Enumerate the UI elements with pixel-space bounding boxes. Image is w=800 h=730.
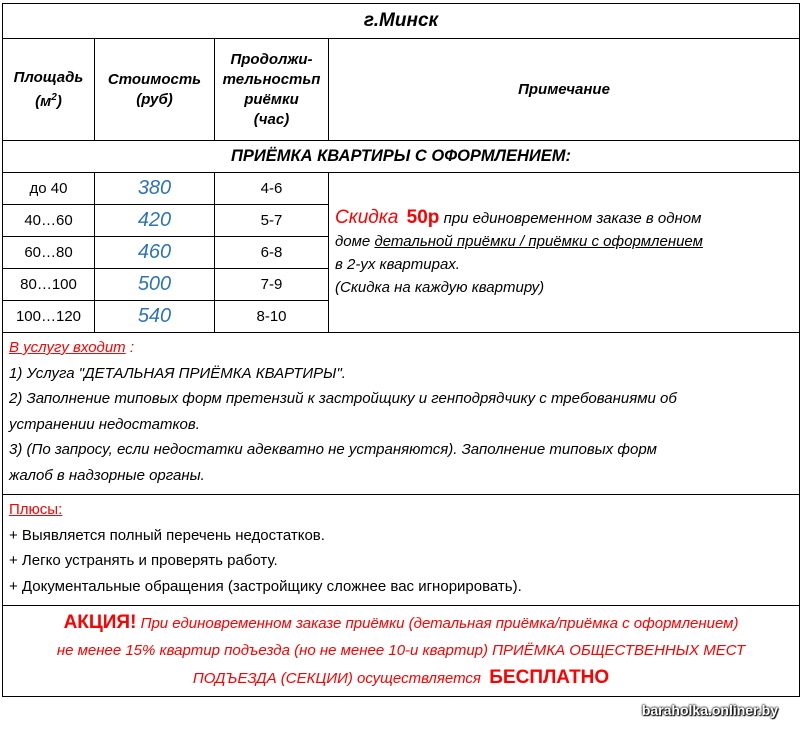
row-duration: 5-7 xyxy=(215,205,329,237)
header-duration-line3: риёмки xyxy=(244,90,299,108)
header-duration xyxy=(215,39,329,141)
row-price: 420 xyxy=(95,205,215,237)
included-heading: В услугу входит xyxy=(9,339,126,356)
row-duration: 6-8 xyxy=(215,237,329,269)
pluses-item-3: + Документальные обращения (застройщику сложнее вас игнорировать). xyxy=(9,577,522,595)
section-title-text: ПРИЁМКА КВАРТИРЫ С ОФОРМЛЕНИЕМ: xyxy=(230,147,572,165)
promo-label: АКЦИЯ! xyxy=(63,612,137,633)
header-area xyxy=(3,39,95,141)
promo-free: БЕСПЛАТНО xyxy=(489,667,610,688)
included-heading-suffix: : xyxy=(125,339,135,356)
header-area-unit-pre: (м xyxy=(35,92,52,110)
header-duration-line4: (час) xyxy=(253,110,290,128)
discount-label: Скидка xyxy=(335,207,399,228)
row-area: 60…80 xyxy=(3,237,95,269)
row-duration: 4-6 xyxy=(215,173,329,205)
promo-section xyxy=(3,606,800,697)
header-note xyxy=(329,39,800,141)
row-area: 40…60 xyxy=(3,205,95,237)
row-price: 380 xyxy=(95,173,215,205)
discount-text1: при единовременном заказе в одном xyxy=(439,210,702,227)
included-item-3b: жалоб в надзорные органы. xyxy=(9,466,205,484)
price-table xyxy=(2,3,800,697)
included-item-2b: устранении недостатков. xyxy=(9,415,200,433)
city-title xyxy=(3,4,800,39)
header-cost-line2: (руб) xyxy=(136,90,173,108)
discount-note xyxy=(329,173,800,333)
pluses-section xyxy=(3,495,800,606)
discount-amount: 50р xyxy=(406,207,440,228)
header-cost xyxy=(95,39,215,141)
included-section xyxy=(3,333,800,495)
included-item-3a: 3) (По запросу, если недостатки адекватно не устраняются). Заполнение типовых форм xyxy=(9,441,657,458)
discount-text3: в 2-ух квартирах. xyxy=(335,256,460,273)
header-area-unit-sup: 2 xyxy=(51,91,57,103)
watermark: baraholka.onliner.by xyxy=(641,702,778,718)
row-price: 500 xyxy=(95,269,215,301)
row-price: 540 xyxy=(95,301,215,333)
city-title-text: г.Минск xyxy=(363,10,439,31)
row-area: 100…120 xyxy=(3,301,95,333)
pluses-item-1: + Выявляется полный перечень недостатков. xyxy=(9,526,325,544)
promo-line1: При единовременном заказе приёмки (детальная приёмка/приёмка с оформлением) xyxy=(136,615,739,632)
discount-text4: (Скидка на каждую квартиру) xyxy=(335,279,545,296)
promo-line2: не менее 15% квартир подъезда (но не менее 10-и квартир) ПРИЁМКА ОБЩЕСТВЕННЫХ МЕСТ xyxy=(56,642,746,659)
included-item-1: 1) Услуга "ДЕТАЛЬНАЯ ПРИЁМКА КВАРТИРЫ". xyxy=(9,364,346,382)
pluses-heading: Плюсы: xyxy=(9,501,63,518)
header-cost-line1: Стоимость xyxy=(107,70,202,88)
promo-line3: ПОДЪЕЗДА (СЕКЦИИ) осуществляется xyxy=(192,670,486,687)
pluses-item-2: + Легко устранять и проверять работу. xyxy=(9,552,278,569)
row-duration: 8-10 xyxy=(215,301,329,333)
header-area-unit-post: ) xyxy=(56,92,62,110)
row-area: 80…100 xyxy=(3,269,95,301)
discount-text2-underlined: детальной приёмки / приёмки с оформлением xyxy=(374,233,703,250)
included-item-2a: 2) Заполнение типовых форм претензий к застройщику и генподрядчику с требованиями об xyxy=(9,390,677,407)
header-duration-line2: тельностьп xyxy=(222,70,321,88)
header-note-label: Примечание xyxy=(518,80,610,98)
row-duration: 7-9 xyxy=(215,269,329,301)
row-price: 460 xyxy=(95,237,215,269)
discount-text2-pre: доме xyxy=(335,233,375,250)
section-title xyxy=(3,141,800,173)
header-duration-line1: Продолжи- xyxy=(230,50,313,68)
header-area-label: Площадь xyxy=(13,68,84,86)
row-area: до 40 xyxy=(3,173,95,205)
